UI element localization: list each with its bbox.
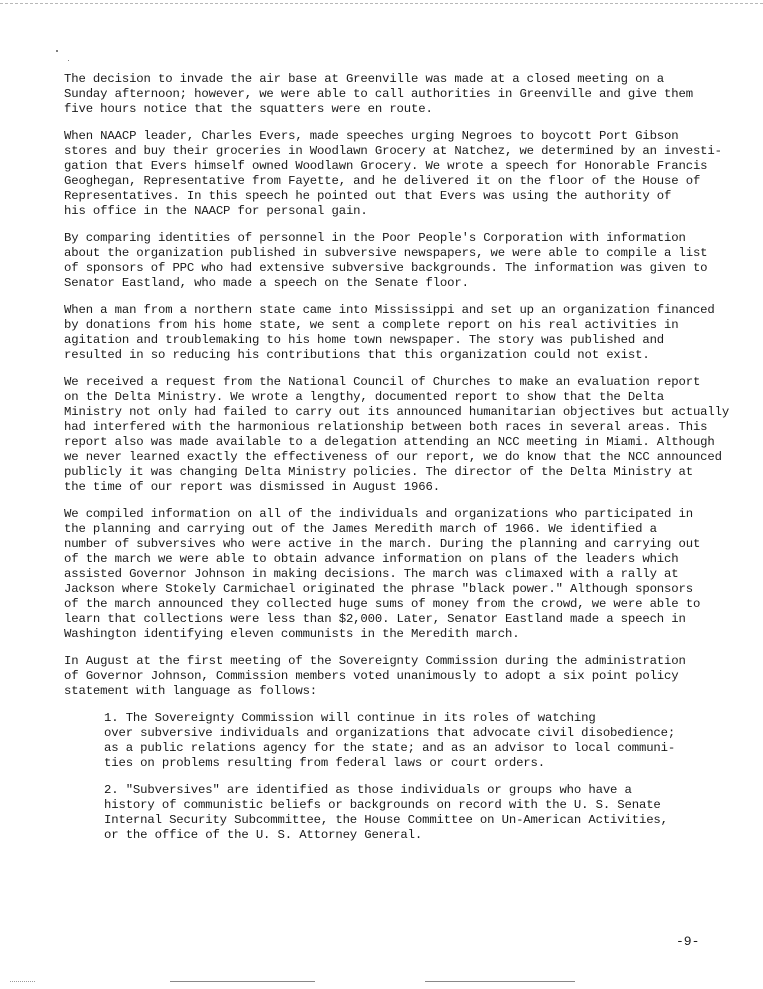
top-edge-rule [0, 3, 763, 4]
paragraph-ppc: By comparing identities of personnel in the Poor People's Corporation with information about the organization published in subversive newspapers, we were able to compile a list of sponsors of PPC who had extensive subversive backgrounds. The information was given to Senator Eastland, who made a speech on the Senate floor. [64, 231, 708, 290]
paragraph-policy-statement: In August at the first meeting of the Sovereignty Commission during the administration of Governor Johnson, Commission members voted unanimously to adopt a six point policy statement with language as follows: [64, 654, 686, 698]
page-number: -9- [676, 934, 700, 949]
scan-speck [68, 60, 69, 61]
document-body [64, 72, 763, 855]
scan-speck [56, 50, 58, 52]
policy-item-2: 2. "Subversives" are identified as those individuals or groups who have a history of communistic beliefs or backgrounds on record with the U. S. Senate Internal Security Subcommittee, the House Committee on Un-American Activities, or the office of the U. S. Attorney General. [104, 783, 668, 842]
paragraph-evers: When NAACP leader, Charles Evers, made speeches urging Negroes to boycott Port Gibson stores and buy their groceries in Woodlawn Grocery at Natchez, we determined by an investi- gation that Evers himself owned Woodlawn Grocery. We wrote a speech for Honorable Francis Geoghegan, Representative from Fayette, and he delivered it on the floor of the House of Representatives. In this speech he pointed out that Evers was using the authority of his office in the NAACP for personal gain. [64, 129, 722, 218]
bottom-rule-right [425, 981, 575, 982]
bottom-rule-left [170, 981, 315, 982]
paragraph-delta-ministry: We received a request from the National Council of Churches to make an evaluation report on the Delta Ministry. We wrote a lengthy, documented report to show that the Delta Ministry not only had failed to carry out its announced humanitarian objectives but actually had interfered with the harmonious relationship between both races in several areas. This report also was made available to a delegation attending an NCC meeting in Miami. Although we never learned exactly the effectiveness of our report, we do know that the NCC announced publicly it was changing Delta Ministry policies. The director of the Delta Ministry at the time of our report was dismissed in August 1966. [64, 375, 730, 494]
bottom-rule-fragment [10, 981, 35, 982]
paragraph-greenville: The decision to invade the air base at Greenville was made at a closed meeting on a Sunday afternoon; however, we were able to call authorities in Greenville and give them five hours notice that the squatters were en route. [64, 72, 693, 116]
paragraph-meredith-march: We compiled information on all of the individuals and organizations who participated in the planning and carrying out of the James Meredith march of 1966. We identified a number of subversives who were active in the march. During the planning and carrying out of the march we were able to obtain advance information on plans of the leaders which assisted Governor Johnson in making decisions. The march was climaxed with a rally at Jackson where Stokely Carmichael originated the phrase "black power." Although sponsors of the march announced they collected huge sums of money from the crowd, we were able to learn that collections were less than $2,000. Later, Senator Eastland made a speech in Washington identifying eleven communists in the Meredith march. [64, 507, 701, 641]
policy-item-1: 1. The Sovereignty Commission will continue in its roles of watching over subversive individuals and organizations that advocate civil disobedience; as a public relations agency for the state; and as an advisor to local communi- ties on problems resulting from federal laws or court orders. [104, 711, 676, 770]
paragraph-northern-organization: When a man from a northern state came into Mississippi and set up an organization financed by donations from his home state, we sent a complete report on his real activities in agitation and troublemaking to his home town newspaper. The story was published and resulted in so reducing his contributions that this organization could not exist. [64, 303, 715, 362]
